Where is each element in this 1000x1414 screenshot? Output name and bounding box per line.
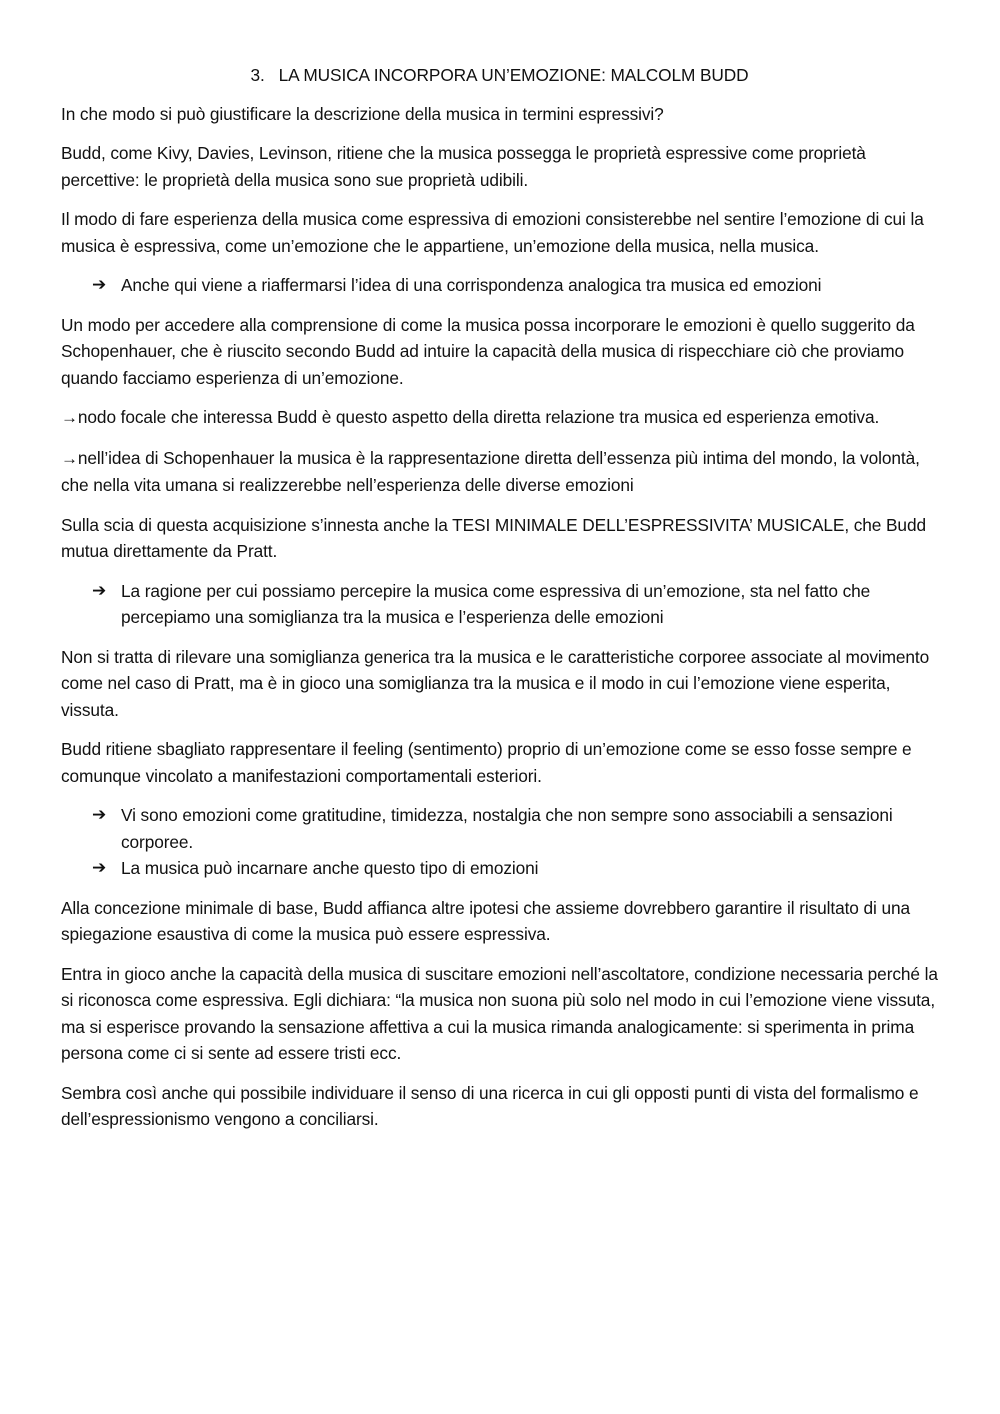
paragraph: Sulla scia di questa acquisizione s’innesta anche la TESI MINIMALE DELL’ESPRESSIVITA’ MUSICALE, che Budd mutua direttamente da Pratt.: [61, 514, 926, 561]
section-heading: [61, 62, 938, 89]
arrow-paragraph: [61, 445, 938, 499]
list-item: [61, 855, 938, 882]
paragraph: Budd ritiene sbagliato rappresentare il feeling (sentimento) proprio di un’emozione come se esso fosse sempre e comunque vincolato a manifestazioni comportamentali esteriori.: [61, 739, 912, 786]
list-item-text: La ragione per cui possiamo percepire la musica come espressiva di un’emozione, sta nel fatto che percepiamo una somiglianza tra la musica e l’esperienza delle emozioni: [121, 580, 871, 627]
arrow-right-icon: ➔: [92, 858, 107, 877]
list-item: [61, 578, 938, 631]
paragraph: Un modo per accedere alla comprensione di come la musica possa incorporare le emozioni è quello suggerito da Schopenhauer, che è riuscito secondo Budd ad intuire la capacità della musica di rispecchiare ciò che proviamo quando facciamo esperienza di un’emozione.: [61, 314, 915, 388]
paragraph: In che modo si può giustificare la descrizione della musica in termini espressivi?: [61, 103, 664, 124]
paragraph-text: nell’idea di Schopenhauer la musica è la rappresentazione diretta dell’essenza più intima del mondo, la volontà, che nella vita umana si realizzerebbe nell’esperienza delle diverse emozioni: [61, 447, 920, 495]
paragraph: Sembra così anche qui possibile individuare il senso di una ricerca in cui gli opposti punti di vista del formalismo e dell’espressionismo vengono a conciliarsi.: [61, 1082, 919, 1129]
list-item-text: Vi sono emozioni come gratitudine, timidezza, nostalgia che non sempre sono associabili a sensazioni corporee.: [121, 805, 893, 852]
arrow-right-icon: ➔: [92, 805, 107, 824]
paragraph: Entra in gioco anche la capacità della musica di suscitare emozioni nell’ascoltatore, condizione necessaria perché la si riconosca come espressiva. Egli dichiara: “la musica non suona più solo nel modo in cui l’emozione viene vissuta, ma si esperisce provando la sensazione affettiva a cui la musica rimanda analogicamente: si sperimenta in prima persona come ci si sente ad essere tristi ecc.: [61, 963, 938, 1063]
paragraph: Non si tratta di rilevare una somiglianza generica tra la musica e le caratteristiche corporee associate al movimento come nel caso di Pratt, ma è in gioco una somiglianza tra la musica e il modo in cui l’emozione viene esperita, vissuta.: [61, 646, 930, 720]
paragraph: Alla concezione minimale di base, Budd affianca altre ipotesi che assieme dovrebbero garantire il risultato di una spiegazione esaustiva di come la musica può essere espressiva.: [61, 897, 910, 944]
arrow-bullet-list: [61, 272, 938, 299]
paragraph: Il modo di fare esperienza della musica come espressiva di emozioni consisterebbe nel sentire l’emozione di cui la musica è espressiva, come un’emozione che le appartiene, un’emozione della musica, nella musica.: [61, 209, 924, 256]
arrow-bullet-list: [61, 802, 938, 882]
paragraph: Budd, come Kivy, Davies, Levinson, ritiene che la musica possegga le proprietà espressive come proprietà percettive: le proprietà della musica sono sue proprietà udibili.: [61, 143, 866, 190]
paragraph-text: nodo focale che interessa Budd è questo aspetto della diretta relazione tra musica ed esperienza emotiva.: [77, 407, 880, 427]
section-title: LA MUSICA INCORPORA UN’EMOZIONE: MALCOLM BUDD: [278, 65, 749, 85]
arrow-paragraph: [61, 404, 938, 432]
section-number: 3.: [250, 65, 265, 85]
arrow-right-icon: →: [61, 408, 78, 427]
arrow-bullet-list: [61, 578, 938, 631]
arrow-right-icon: ➔: [92, 275, 107, 294]
list-item-text: La musica può incarnare anche questo tipo di emozioni: [121, 858, 539, 878]
arrow-right-icon: →: [61, 448, 78, 468]
arrow-right-icon: ➔: [92, 580, 107, 600]
list-item: [61, 272, 938, 299]
list-item-text: Anche qui viene a riaffermarsi l’idea di una corrispondenza analogica tra musica ed emozioni: [121, 275, 822, 295]
list-item: [61, 802, 938, 855]
